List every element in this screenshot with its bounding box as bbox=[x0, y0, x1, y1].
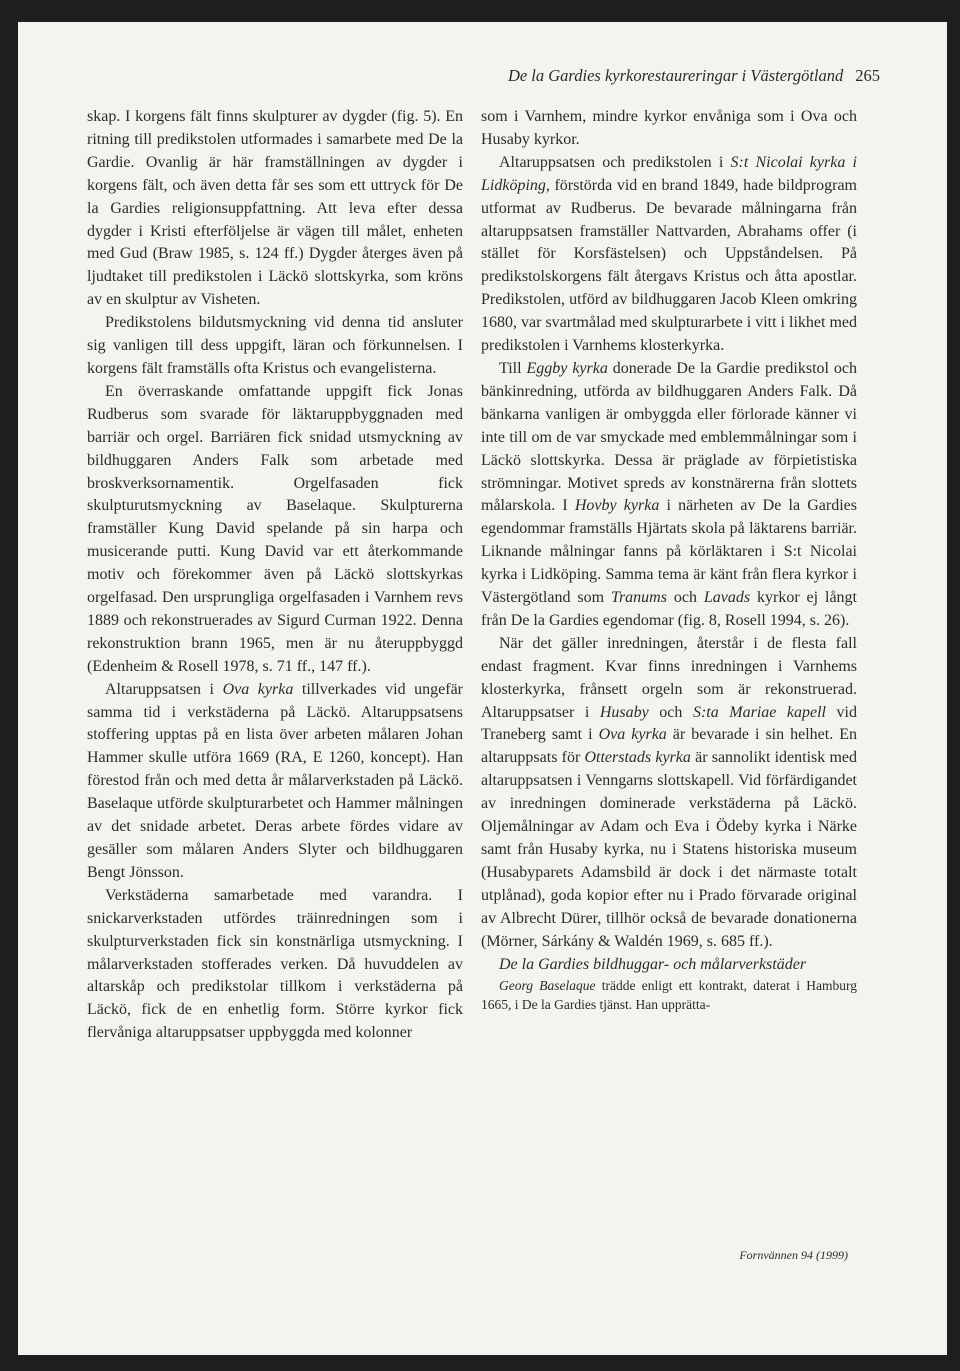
text-run: i närheten av De la Gardies egendommar framställs Hjärtats skola på läktarens barriär. Liknande målningar fanns på körläktaren i S:t Nicolai kyrka i Lidköping. Samma tema är känt från flera kyrkor i Västergötland som bbox=[481, 497, 857, 607]
church-name: Tranums bbox=[610, 589, 667, 607]
church-name: S:ta Mariae kapell bbox=[692, 703, 826, 721]
church-name: Lavads bbox=[703, 589, 751, 607]
text-run: vid Traneberg samt i bbox=[481, 703, 857, 744]
text-run: och bbox=[648, 703, 693, 721]
paragraph bbox=[481, 152, 857, 358]
paragraph: skap. I korgens fält finns skulpturer av dygder (fig. 5). En ritning till predikstolen utformades i samarbete med De la Gardie. Ovanlig är här framställningen av dygder i korgens fält, och även detta får ses som ett uttryck för De la Gardies religionsuppfattning. Att leva efter dessa dygder i Kristi efterföljelse är vägen till målet, enheten med Gud (Braw 1985, s. 124 ff.) Dygder återges även på ljudtaket till predikstolen i Läckö slottskyrka, som kröns av en skulptur av Visheten. bbox=[87, 108, 463, 309]
running-head-title: De la Gardies kyrkorestaureringar i Västergötland bbox=[507, 66, 844, 85]
church-name: Husaby bbox=[599, 703, 649, 721]
church-name: S:t Nicolai kyrka i Lidköping, bbox=[481, 153, 857, 194]
right-column bbox=[481, 106, 857, 1014]
text-run: tillverkades vid ungefär samma tid i verkstäderna på Läckö. Altaruppsatsens stoffering upptas på en lista över arbeten målaren Johan Hammer skulle utföra 1669 (RA, E 1260, koncept). Han förestod från och med detta år målarverkstaden på Läckö. Baselaque utförde skulpturarbetet och Hammer målningen av det snidade arbetet. Deras arbete fördes vidare av gesäller som målaren Anders Slyter och bildhuggaren Bengt Jönsson. bbox=[87, 680, 464, 881]
paragraph bbox=[481, 358, 857, 633]
running-head bbox=[18, 66, 880, 86]
text-run: är sannolikt identisk med altaruppsatsen i Venngarns slottskapell. Vid förfärdigandet av inredningen dominerade verkstäderna på Läckö. Oljemålningar av Adam och Eva i Ödeby kyrka i Närke samt från Husaby kyrka, nu i Statens historiska museum (Husabyparets Adamsbild är dock i det närmaste totalt utplånad), goda kopior efter nu i Prado förvarade original av Albrecht Dürer, tillhör också de bevarade donationerna (Mörner, Sárkány & Waldén 1969, s. 685 ff.). bbox=[481, 749, 857, 950]
paragraph bbox=[87, 679, 463, 885]
text-run: donerade De la Gardie predikstol och bänkinredning, utförda av bildhuggaren Anders Falk. Då bänkarna vanligen är ombyggda eller förlorade känner vi inte till om de var smyckade med emblemmålningar som i Läckö slottskyrka. Dessa är präglade av förpietistiska strömningar. Motivet spreds av konstnärerna från slottets målarskola. I bbox=[481, 359, 858, 515]
text-run: När det gäller inredningen, återstår i de flesta fall endast fragment. Kvar finns inredningen i Varnhems klosterkyrka, frånsett orgeln som är rekonstruerad. Altaruppsatser i bbox=[481, 634, 857, 721]
section-heading: De la Gardies bildhuggar- och målarverkstäder bbox=[499, 955, 807, 973]
text-run: trädde enligt ett kontrakt, daterat i Hamburg 1665, i De la Gardies tjänst. Han upprätta- bbox=[481, 977, 857, 1012]
person-name: Georg Baselaque bbox=[499, 977, 596, 993]
text-run: Altaruppsatsen i bbox=[105, 680, 223, 698]
text-run: kyrkor ej långt från De la Gardies egendomar (fig. 8, Rosell 1994, s. 26). bbox=[481, 589, 857, 629]
paragraph: som i Varnhem, mindre kyrkor envåniga som i Ova och Husaby kyrkor. bbox=[481, 108, 857, 148]
paragraph: En överraskande omfattande uppgift fick Jonas Rudberus som svarade för läktaruppbyggnaden med barriär och orgel. Barriären fick snidad utsmyckning av bildhuggaren Anders Falk som arbetade med broskverksornamentik. Orgelfasaden fick skulpturutsmyckning av Baselaque. Skulpturerna framställer Kung David spelande på sin harpa och musicerande putti. Kung David var ett återkommande motiv och förekommer även på Läckö slottskyrkas orgelfasad. Den ursprungliga orgelfasaden i Varnhem revs 1889 och rekonstruerades av Sigurd Curman 1922. Denna rekonstruktion brann 1965, men är nu återuppbyggd (Edenheim & Rosell 1978, s. 71 ff., 147 ff.). bbox=[87, 382, 463, 675]
left-column bbox=[87, 106, 463, 1045]
text-run: Altaruppsatsen och predikstolen i bbox=[499, 153, 731, 171]
paragraph: Predikstolens bildutsmyckning vid denna tid ansluter sig vanligen till dess uppgift, läran och förkunnelsen. I korgens fält framställs ofta Kristus och evangelisterna. bbox=[87, 314, 463, 377]
document-page bbox=[18, 22, 947, 1355]
text-run: förstörda vid en brand 1849, hade bildprogram utformat av Rudberus. De bevarade målningarna från altaruppsatsen framställer Nattvarden, Abrahams offer (i stället för Korsfästelsen) och Uppståndelsen. På predikstolskorgens fält återgavs Kristus och åtta apostlar. Predikstolen, utförd av bildhuggaren Jacob Kleen omkring 1680, var svartmålad med skulpturarbete i vitt i likhet med predikstolen i Varnhems klosterkyrka. bbox=[481, 176, 857, 355]
church-name: Eggby kyrka bbox=[526, 359, 608, 377]
church-name: Hovby kyrka bbox=[574, 497, 660, 515]
page-number: 265 bbox=[855, 66, 880, 85]
text-run: är bevarade i sin helhet. En altaruppsats för bbox=[481, 726, 858, 767]
journal-footer: Fornvännen 94 (1999) bbox=[739, 1248, 848, 1262]
section-paragraph bbox=[481, 976, 857, 1014]
paragraph: Verkstäderna samarbetade med varandra. I snickarverkstaden utfördes träinredningen som i skulpturverkstaden fick sin konstnärliga utsmyckning. I målarverkstaden stofferades verken. Då huvuddelen av altarskåp och predikstolar tillkom i verkstäderna på Läckö, fick de en enhetlig form. Större kyrkor fick flervåniga altaruppsatser uppbyggda med kolonner bbox=[87, 886, 463, 1042]
text-run: och bbox=[666, 589, 704, 607]
paragraph bbox=[481, 633, 857, 954]
text-run: Till bbox=[499, 359, 527, 377]
church-name: Ova kyrka bbox=[598, 726, 667, 744]
church-name: Ova kyrka bbox=[222, 680, 294, 698]
church-name: Otterstads kyrka bbox=[584, 749, 691, 767]
